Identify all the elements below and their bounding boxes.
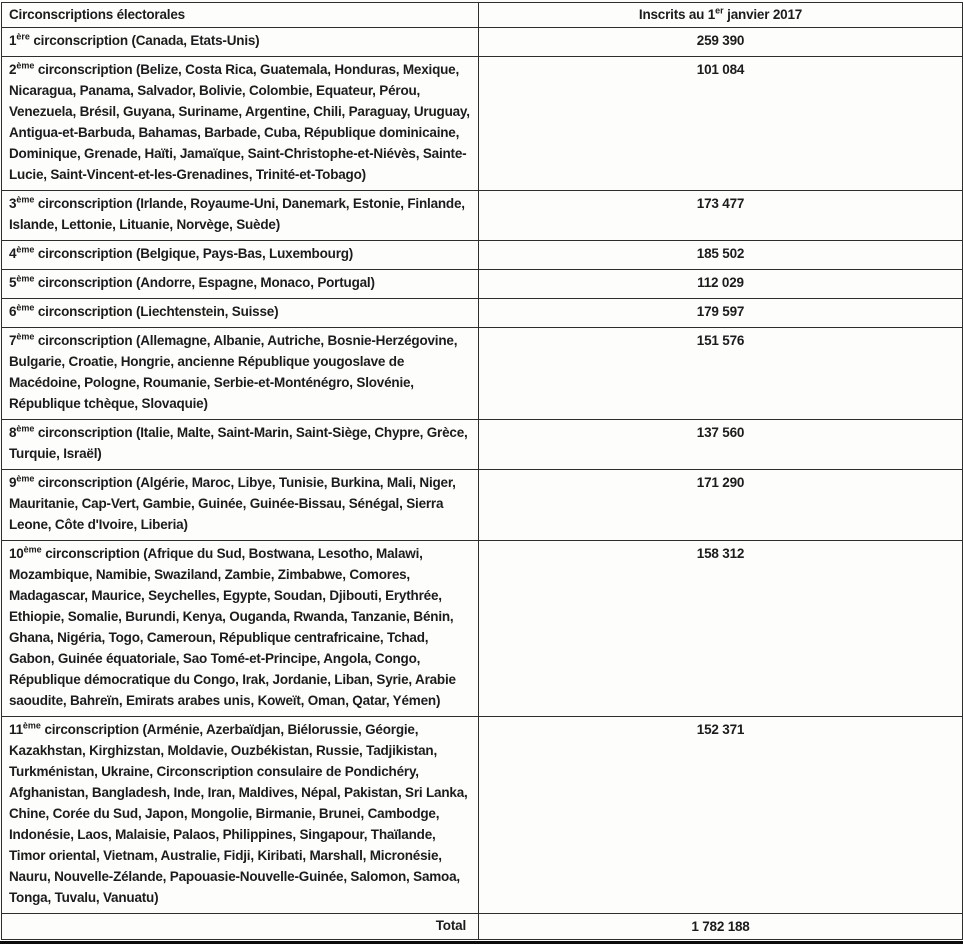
inscrits-cell: [479, 717, 963, 914]
circonscription-label: 4ème circonscription (Belgique, Pays-Bas, Luxembourg): [9, 244, 354, 261]
table-header: [2, 3, 963, 28]
inscrits-cell: [479, 299, 963, 328]
circonscription-label: 9ème circonscription (Algérie, Maroc, Libye, Tunisie, Burkina, Mali, Niger, Mauritanie, Cap-Vert, Gambie, Guinée, Guinée-Bissau, Sénégal, Sierra Leone, Côte d'Ivoire, Liberia): [9, 473, 456, 532]
inscrits-cell: [479, 241, 963, 270]
total-label-cell: [2, 914, 479, 940]
inscrits-cell: [479, 541, 963, 717]
circonscription-cell: [2, 328, 479, 420]
ordinal-superscript: ème: [16, 60, 35, 71]
inscrits-cell: [479, 420, 963, 470]
ordinal-superscript: ème: [16, 331, 35, 342]
col-header-inscrits-label: Inscrits au 1er janvier 2017: [638, 5, 803, 22]
total-value: 1 782 188: [691, 919, 750, 934]
circonscription-label: 3ème circonscription (Irlande, Royaume-Uni, Danemark, Estonie, Finlande, Islande, Lettonie, Lituanie, Norvège, Suède): [9, 194, 465, 232]
circonscription-cell: [2, 191, 479, 241]
ordinal-superscript: ème: [16, 273, 35, 284]
table-row: [2, 541, 963, 717]
table-footer: [2, 914, 963, 940]
circonscription-cell: [2, 470, 479, 541]
table-row: [2, 717, 963, 914]
inscrits-cell: [479, 28, 963, 57]
total-row: [2, 914, 963, 940]
inscrits-value: 152 371: [696, 722, 745, 737]
table-row: [2, 191, 963, 241]
table-row: [2, 57, 963, 191]
circonscription-cell: [2, 420, 479, 470]
circonscriptions-table: [1, 2, 963, 940]
circonscription-cell: [2, 28, 479, 57]
ordinal-superscript: er: [715, 5, 724, 16]
ordinal-superscript: ème: [16, 473, 35, 484]
table-row: [2, 270, 963, 299]
inscrits-value: 137 560: [696, 425, 745, 440]
circonscription-cell: [2, 241, 479, 270]
inscrits-value: 173 477: [696, 196, 745, 211]
circonscription-label: 6ème circonscription (Liechtenstein, Suisse): [9, 302, 279, 319]
table-row: [2, 470, 963, 541]
total-value-cell: [479, 914, 963, 940]
circonscription-label: 8ème circonscription (Italie, Malte, Saint-Marin, Saint-Siège, Chypre, Grèce, Turquie, Israël): [9, 423, 468, 461]
ordinal-superscript: ère: [16, 31, 30, 42]
inscrits-value: 101 084: [696, 62, 745, 77]
inscrits-cell: [479, 191, 963, 241]
circonscription-cell: [2, 270, 479, 299]
circonscription-label: 11ème circonscription (Arménie, Azerbaïdjan, Biélorussie, Géorgie, Kazakhstan, Kirghizstan, Moldavie, Ouzbékistan, Russie, Tadjikistan, Turkménistan, Ukraine, Circonscription consulaire de Pondichéry, Afghanistan, Bangladesh, Inde, Iran, Maldives, Népal, Pakistan, Sri Lanka, Chine, Corée du Sud, Japon, Mongolie, Birmanie, Brunei, Cambodge, Indonésie, Laos, Malaisie, Palaos, Philippines, Singapour, Thaïlande, Timor oriental, Vietnam, Australie, Fidji, Kiribati, Marshall, Micronésie, Nauru, Nouvelle-Zélande, Papouasie-Nouvelle-Guinée, Salomon, Samoa, Tonga, Tuvalu, Vanuatu): [9, 720, 468, 905]
circonscription-label: 5ème circonscription (Andorre, Espagne, Monaco, Portugal): [9, 273, 375, 290]
inscrits-value: 179 597: [696, 304, 745, 319]
circonscription-cell: [2, 541, 479, 717]
col-header-inscrits: [479, 3, 963, 28]
total-label: Total: [435, 918, 466, 933]
table-row: [2, 420, 963, 470]
ordinal-superscript: ème: [16, 423, 35, 434]
col-header-circonscriptions: [2, 3, 479, 28]
inscrits-value: 171 290: [696, 475, 745, 490]
inscrits-cell: [479, 470, 963, 541]
inscrits-value: 185 502: [696, 246, 745, 261]
inscrits-cell: [479, 57, 963, 191]
inscrits-value: 158 312: [696, 546, 745, 561]
table-row: [2, 28, 963, 57]
inscrits-value: 151 576: [696, 333, 745, 348]
inscrits-value: 112 029: [697, 275, 744, 290]
header-row: [2, 3, 963, 28]
table-row: [2, 328, 963, 420]
ordinal-superscript: ème: [16, 302, 35, 313]
circonscription-label: 7ème circonscription (Allemagne, Albanie, Autriche, Bosnie-Herzégovine, Bulgarie, Croatie, Hongrie, ancienne République yougoslave de Macédoine, Pologne, Roumanie, Serbie-et-Monténégro, Slovénie, République tchèque, Slovaquie): [9, 331, 458, 411]
ordinal-superscript: ème: [23, 544, 42, 555]
col-header-circonscriptions-label: Circonscriptions électorales: [9, 7, 185, 22]
inscrits-cell: [479, 270, 963, 299]
table-row: [2, 241, 963, 270]
table-body: [2, 28, 963, 914]
inscrits-value: 259 390: [696, 33, 745, 48]
inscrits-cell: [479, 328, 963, 420]
circonscription-label: 1ère circonscription (Canada, Etats-Unis): [9, 31, 260, 48]
table-row: [2, 299, 963, 328]
circonscription-label: 2ème circonscription (Belize, Costa Rica, Guatemala, Honduras, Mexique, Nicaragua, Panama, Salvador, Bolivie, Colombie, Equateur, Pérou, Venezuela, Brésil, Guyana, Suriname, Argentine, Chili, Paraguay, Uruguay, Antigua-et-Barbuda, Bahamas, Barbade, Cuba, République dominicaine, Dominique, Grenade, Haïti, Jamaïque, Saint-Christophe-et-Niévès, Sainte-Lucie, Saint-Vincent-et-les-Grenadines, Trinité-et-Tobago): [9, 60, 470, 182]
ordinal-superscript: ème: [22, 720, 41, 731]
circonscription-cell: [2, 299, 479, 328]
circonscription-label: 10ème circonscription (Afrique du Sud, Bostwana, Lesotho, Malawi, Mozambique, Namibie, Swaziland, Zambie, Zimbabwe, Comores, Madagascar, Maurice, Seychelles, Egypte, Soudan, Djibouti, Erythrée, Ethiopie, Somalie, Burundi, Kenya, Ouganda, Rwanda, Tanzanie, Bénin, Ghana, Nigéria, Togo, Cameroun, République centrafricaine, Tchad, Gabon, Guinée équatoriale, Sao Tomé-et-Principe, Angola, Congo, République démocratique du Congo, Irak, Jordanie, Liban, Syrie, Arabie saoudite, Bahreïn, Emirats arabes unis, Koweït, Oman, Qatar, Yémen): [9, 544, 456, 708]
circonscription-cell: [2, 717, 479, 914]
ordinal-superscript: ème: [16, 244, 35, 255]
circonscription-cell: [2, 57, 479, 191]
ordinal-superscript: ème: [16, 194, 35, 205]
